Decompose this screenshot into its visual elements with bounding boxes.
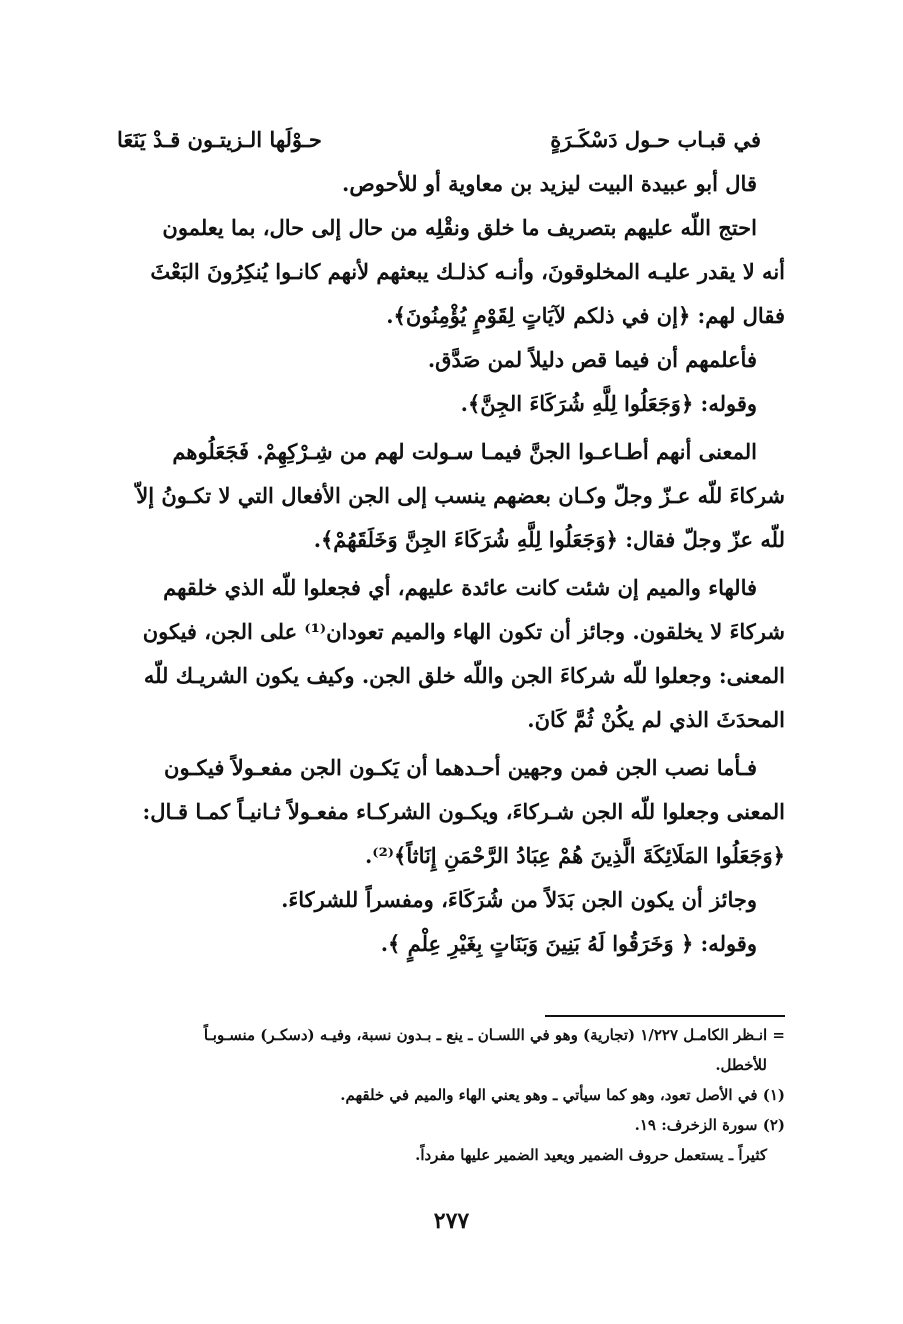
page-number: ٢٧٧ — [433, 1208, 470, 1234]
text-line: المعنى وجعلوا للّه الجن شـركاءَ، ويكـون الشركـاء مفعـولاً ثـانيـاً كمـا قـال: — [142, 799, 785, 824]
poetry-verse — [117, 118, 785, 162]
text-line: أنه لا يقدر عليـه المخلوقونَ، وأنـه كذلـك يبعثهم لأنهم كانـوا يُنكِرُونَ البَعْثَ — [150, 259, 785, 284]
text-line: فـأما نصب الجن فمن وجهين أحـدهما أن يَكـون الجن مفعـولاً فيكـون — [164, 755, 757, 780]
main-text — [117, 118, 785, 966]
verse-first-hemistich: في قبـاب حـول دَسْكَـرَةٍ — [550, 127, 761, 152]
footnote-line: (٢) سورة الزخرف: ١٩. — [634, 1116, 785, 1134]
footnotes — [117, 1020, 785, 1170]
footnote-line: = انـظر الكامـل ١/٢٢٧ (تجارية) وهو في اللسـان ـ ينع ـ بـدون نسبة، وفيـه (دسكـر) منسـوبـاً — [203, 1026, 785, 1044]
text-line: وقوله: ﴿وَجَعَلُوا لِلَّهِ شُرَكَاءَ الجِنَّ﴾. — [460, 391, 757, 416]
footnote-line: للأخطل. — [715, 1056, 767, 1074]
text-line: فالهاء والميم إن شئت كانت عائدة عليهم، أي فجعلوا للّه الذي خلقهم — [163, 575, 757, 600]
text-line: قال أبو عبيدة البيت ليزيد بن معاوية أو للأحوص. — [342, 171, 757, 196]
text-line: المعنى: وجعلوا للّه شركاءَ الجن واللّه خلق الجن. وكيف يكون الشريـك للّه — [143, 663, 785, 688]
text-line: للّه عزّ وجلّ فقال: ﴿وَجَعَلُوا لِلَّهِ شُرَكَاءَ الجِنَّ وَخَلَقَهُمْ﴾. — [313, 527, 785, 552]
footnote-line: (١) في الأصل تعود، وهو كما سيأتي ـ وهو يعني الهاء والميم في خلقهم. — [340, 1086, 785, 1104]
text-line: شركاءَ للّه عـزّ وجلّ وكـان بعضهم ينسب إلى الجن الأفعال التي لا تكـونُ إلاّ — [136, 483, 785, 508]
text-line: وقوله: ﴿ وَخَرَقُوا لَهُ بَنِينَ وَبَنَاتٍ بِغَيْرِ عِلْمٍ ﴾. — [380, 931, 757, 956]
text-line: فأعلمهم أن فيما قص دليلاً لمن صَدَّق. — [427, 347, 757, 372]
text-line: شركاءَ لا يخلقون. وجائز أن تكون الهاء والميم تعودان⁽¹⁾ على الجن، فيكون — [142, 619, 785, 644]
footnote-divider — [545, 1015, 785, 1017]
text-line: فقال لهم: ﴿إن في ذلكم لآيَاتٍ لِقَوْمٍ يُؤْمِنُونَ﴾. — [386, 303, 785, 328]
footnote-line: كثيراً ـ يستعمل حروف الضمير ويعيد الضمير عليها مفرداً. — [415, 1146, 767, 1164]
text-line: احتج اللّه عليهم بتصريف ما خلق ونقْلِه من حال إلى حال، بما يعلمون — [162, 215, 757, 240]
verse-second-hemistich: حـوْلَها الـزيتـون قـدْ يَنَعَا — [117, 127, 322, 152]
text-line: المعنى أنهم أطـاعـوا الجنَّ فيمـا سـولت لهم من شِـرْكِهِمْ. فَجَعَلُوهم — [172, 439, 757, 464]
text-line: وجائز أن يكون الجن بَدَلاً من شُرَكَاءَ، ومفسراً للشركاءَ. — [281, 887, 757, 912]
text-line: ﴿وَجَعَلُوا المَلَائِكَةَ الَّذِينَ هُمْ عِبَادُ الرَّحْمَنِ إِنَاثاً﴾⁽²⁾. — [364, 843, 785, 868]
text-line: المحدَثَ الذي لم يكُنْ ثُمَّ كَانَ. — [527, 707, 785, 732]
